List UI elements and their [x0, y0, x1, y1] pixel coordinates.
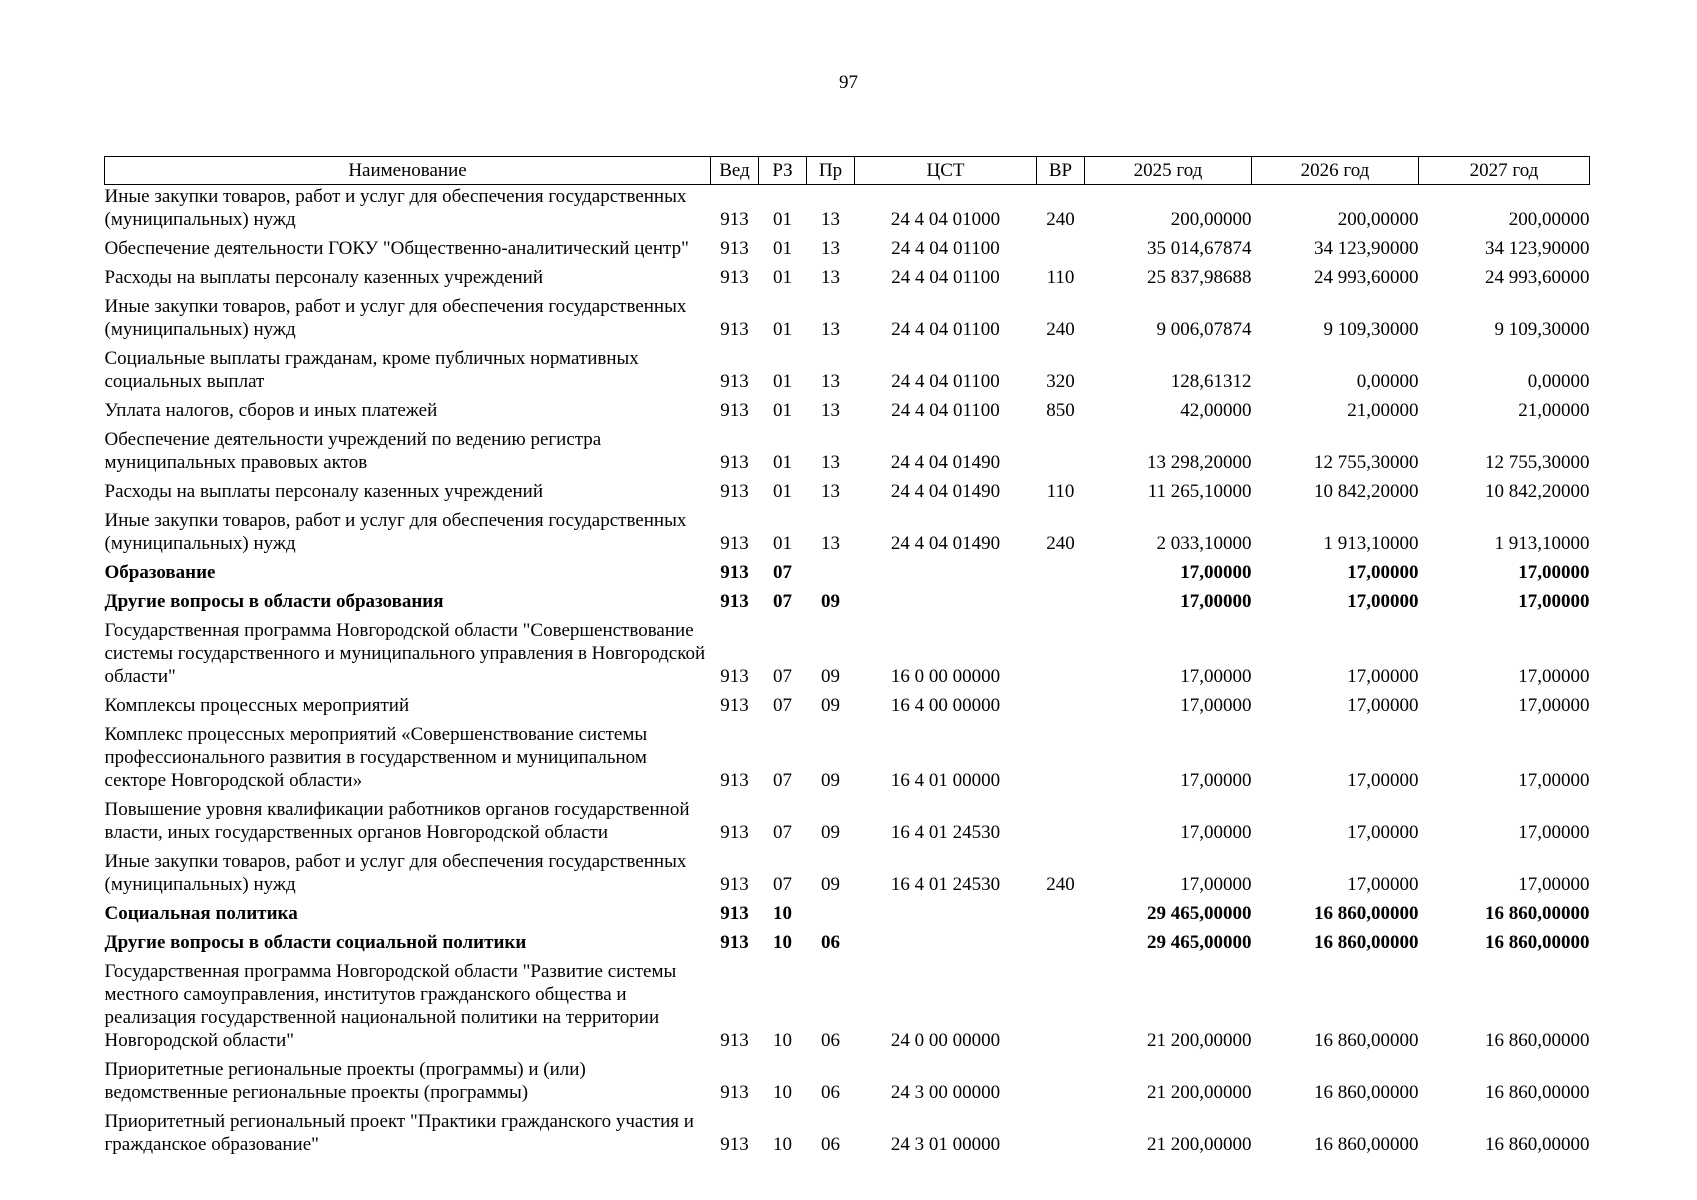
cell-y2027: 17,00000 — [1518, 562, 1590, 583]
cell-rz: 10 — [773, 1082, 792, 1103]
cell-vr — [1037, 896, 1085, 925]
cell-ved: 913 — [720, 874, 749, 895]
cell-rz: 07 — [773, 874, 792, 895]
cell-rz: 10 — [773, 903, 792, 924]
table-row — [105, 289, 1590, 341]
cell-rz: 07 — [773, 591, 792, 612]
cell-y2026: 17,00000 — [1347, 770, 1419, 791]
cell-pr: 13 — [821, 400, 840, 421]
cell-rz: 07 — [773, 695, 792, 716]
cell-name: Государственная программа Новгородской области "Развитие системы местного самоуправления, институтов гражданского общества и реализация государственной национальной политики на территории Новгородской области" — [104, 961, 677, 1051]
header-rz: РЗ — [759, 157, 807, 185]
cell-ved: 913 — [720, 903, 749, 924]
budget-table — [104, 156, 1590, 1156]
cell-y2025: 11 265,10000 — [1147, 481, 1252, 502]
cell-y2026: 17,00000 — [1347, 822, 1419, 843]
table-row — [105, 231, 1590, 260]
cell-rz: 01 — [773, 452, 792, 473]
header-cst: ЦСТ — [855, 157, 1037, 185]
cell-cst: 16 4 01 24530 — [890, 874, 1001, 895]
cell-vr: 240 — [1046, 209, 1075, 230]
cell-name: Иные закупки товаров, работ и услуг для обеспечения государственных (муниципальных) нужд — [104, 851, 687, 895]
cell-y2027: 17,00000 — [1518, 695, 1590, 716]
cell-y2026: 17,00000 — [1347, 874, 1419, 895]
table-row — [105, 896, 1590, 925]
cell-y2026: 9 109,30000 — [1323, 319, 1419, 340]
cell-vr: 110 — [1046, 481, 1075, 502]
cell-y2027: 24 993,60000 — [1485, 267, 1590, 288]
cell-pr: 13 — [821, 371, 840, 392]
cell-pr: 13 — [821, 319, 840, 340]
cell-vr — [1037, 925, 1085, 954]
table-row — [105, 503, 1590, 555]
cell-y2026: 24 993,60000 — [1314, 267, 1419, 288]
cell-pr — [807, 896, 855, 925]
table-row — [105, 1104, 1590, 1156]
cell-name: Государственная программа Новгородской области "Совершенствование системы государственного и муниципального управления в Новгородской области" — [104, 620, 706, 687]
cell-pr: 06 — [821, 1030, 840, 1051]
cell-cst: 16 0 00 00000 — [890, 666, 1001, 687]
cell-y2027: 10 842,20000 — [1485, 481, 1590, 502]
cell-ved: 913 — [720, 371, 749, 392]
cell-y2026: 16 860,00000 — [1314, 1030, 1419, 1051]
table-row — [105, 925, 1590, 954]
cell-y2026: 12 755,30000 — [1314, 452, 1419, 473]
cell-pr: 06 — [821, 932, 840, 953]
cell-y2025: 17,00000 — [1180, 874, 1252, 895]
cell-vr — [1037, 231, 1085, 260]
cell-y2026: 17,00000 — [1347, 562, 1419, 583]
cell-pr: 09 — [821, 591, 840, 612]
cell-ved: 913 — [720, 209, 749, 230]
cell-y2027: 16 860,00000 — [1485, 1134, 1590, 1155]
cell-y2025: 21 200,00000 — [1147, 1030, 1252, 1051]
cell-y2026: 21,00000 — [1347, 400, 1419, 421]
cell-cst: 24 4 04 01100 — [891, 319, 1000, 340]
cell-y2026: 17,00000 — [1347, 591, 1419, 612]
cell-y2026: 16 860,00000 — [1314, 903, 1419, 924]
cell-rz: 01 — [773, 481, 792, 502]
cell-y2025: 17,00000 — [1180, 666, 1252, 687]
cell-rz: 07 — [773, 770, 792, 791]
cell-vr: 240 — [1046, 533, 1075, 554]
cell-name: Иные закупки товаров, работ и услуг для обеспечения государственных (муниципальных) нужд — [104, 510, 687, 554]
cell-name: Иные закупки товаров, работ и услуг для обеспечения государственных (муниципальных) нужд — [104, 296, 687, 340]
cell-ved: 913 — [720, 1082, 749, 1103]
cell-y2027: 9 109,30000 — [1494, 319, 1590, 340]
cell-ved: 913 — [720, 562, 749, 583]
cell-y2027: 21,00000 — [1518, 400, 1590, 421]
table-row — [105, 474, 1590, 503]
cell-y2027: 12 755,30000 — [1485, 452, 1590, 473]
cell-rz: 07 — [773, 562, 792, 583]
cell-cst: 24 4 04 01100 — [891, 400, 1000, 421]
cell-ved: 913 — [720, 591, 749, 612]
cell-rz: 01 — [773, 267, 792, 288]
cell-y2025: 29 465,00000 — [1147, 932, 1252, 953]
cell-name: Уплата налогов, сборов и иных платежей — [104, 400, 438, 421]
cell-pr: 09 — [821, 770, 840, 791]
cell-cst — [855, 584, 1037, 613]
cell-y2026: 16 860,00000 — [1314, 932, 1419, 953]
cell-rz: 07 — [773, 666, 792, 687]
cell-name: Социальная политика — [104, 903, 298, 924]
cell-name: Обеспечение деятельности ГОКУ "Общественно-аналитический центр" — [104, 238, 689, 259]
cell-rz: 01 — [773, 533, 792, 554]
header-name: Наименование — [105, 157, 711, 185]
cell-pr: 13 — [821, 452, 840, 473]
table-row — [105, 954, 1590, 1052]
cell-y2027: 17,00000 — [1518, 666, 1590, 687]
cell-pr: 13 — [821, 209, 840, 230]
cell-rz: 01 — [773, 400, 792, 421]
cell-vr — [1037, 717, 1085, 792]
cell-rz: 10 — [773, 932, 792, 953]
cell-ved: 913 — [720, 533, 749, 554]
cell-name: Повышение уровня квалификации работников органов государственной власти, иных государственных органов Новгородской области — [104, 799, 690, 843]
cell-rz: 01 — [773, 209, 792, 230]
cell-vr — [1037, 422, 1085, 474]
cell-name: Иные закупки товаров, работ и услуг для обеспечения государственных (муниципальных) нужд — [104, 186, 687, 230]
table-row — [105, 717, 1590, 792]
cell-vr — [1037, 584, 1085, 613]
cell-y2025: 128,61312 — [1170, 371, 1252, 392]
cell-y2025: 13 298,20000 — [1147, 452, 1252, 473]
cell-ved: 913 — [720, 932, 749, 953]
cell-pr: 09 — [821, 666, 840, 687]
cell-y2025: 200,00000 — [1170, 209, 1252, 230]
cell-cst: 24 4 04 01490 — [890, 481, 1001, 502]
cell-cst: 24 4 04 01490 — [890, 452, 1001, 473]
cell-y2027: 16 860,00000 — [1485, 1030, 1590, 1051]
cell-rz: 10 — [773, 1134, 792, 1155]
cell-y2026: 17,00000 — [1347, 666, 1419, 687]
cell-ved: 913 — [720, 666, 749, 687]
cell-cst: 24 3 00 00000 — [890, 1082, 1001, 1103]
cell-y2025: 17,00000 — [1180, 822, 1252, 843]
cell-y2026: 34 123,90000 — [1314, 238, 1419, 259]
cell-vr — [1037, 954, 1085, 1052]
cell-y2026: 17,00000 — [1347, 695, 1419, 716]
cell-y2025: 9 006,07874 — [1156, 319, 1252, 340]
cell-cst — [855, 925, 1037, 954]
cell-cst: 24 4 04 01000 — [890, 209, 1001, 230]
table-row — [105, 260, 1590, 289]
cell-y2026: 16 860,00000 — [1314, 1082, 1419, 1103]
cell-cst: 24 4 04 01490 — [890, 533, 1001, 554]
cell-y2027: 1 913,10000 — [1494, 533, 1590, 554]
cell-pr: 13 — [821, 267, 840, 288]
cell-pr: 09 — [821, 822, 840, 843]
cell-pr: 13 — [821, 238, 840, 259]
cell-ved: 913 — [720, 481, 749, 502]
cell-vr: 110 — [1046, 267, 1075, 288]
cell-pr: 13 — [821, 533, 840, 554]
cell-y2027: 34 123,90000 — [1485, 238, 1590, 259]
cell-y2025: 17,00000 — [1180, 591, 1252, 612]
cell-y2025: 29 465,00000 — [1147, 903, 1252, 924]
cell-cst: 16 4 00 00000 — [890, 695, 1001, 716]
cell-pr: 09 — [821, 695, 840, 716]
table-row — [105, 393, 1590, 422]
table-row — [105, 688, 1590, 717]
cell-y2026: 200,00000 — [1337, 209, 1419, 230]
table-row — [105, 422, 1590, 474]
table-row — [105, 613, 1590, 688]
cell-vr: 240 — [1046, 874, 1075, 895]
cell-ved: 913 — [720, 1030, 749, 1051]
cell-name: Комплексы процессных мероприятий — [104, 695, 410, 716]
cell-pr: 06 — [821, 1134, 840, 1155]
cell-rz: 01 — [773, 319, 792, 340]
cell-vr: 850 — [1046, 400, 1075, 421]
cell-pr: 09 — [821, 874, 840, 895]
cell-rz: 10 — [773, 1030, 792, 1051]
cell-y2025: 35 014,67874 — [1147, 238, 1252, 259]
cell-ved: 913 — [720, 1134, 749, 1155]
cell-name: Другие вопросы в области образования — [104, 591, 444, 612]
cell-name: Образование — [104, 562, 216, 583]
cell-ved: 913 — [720, 695, 749, 716]
cell-cst — [855, 896, 1037, 925]
cell-name: Обеспечение деятельности учреждений по ведению регистра муниципальных правовых актов — [104, 429, 602, 473]
cell-y2027: 17,00000 — [1518, 874, 1590, 895]
cell-y2027: 17,00000 — [1518, 591, 1590, 612]
cell-cst: 24 4 04 01100 — [891, 371, 1000, 392]
cell-ved: 913 — [720, 267, 749, 288]
cell-ved: 913 — [720, 400, 749, 421]
cell-y2027: 16 860,00000 — [1485, 1082, 1590, 1103]
header-2027: 2027 год — [1419, 157, 1590, 185]
cell-vr — [1037, 792, 1085, 844]
table-row — [105, 584, 1590, 613]
cell-vr: 320 — [1046, 371, 1075, 392]
cell-y2025: 21 200,00000 — [1147, 1134, 1252, 1155]
cell-ved: 913 — [720, 822, 749, 843]
cell-y2027: 17,00000 — [1518, 822, 1590, 843]
header-2025: 2025 год — [1085, 157, 1252, 185]
cell-y2025: 17,00000 — [1180, 770, 1252, 791]
cell-y2025: 25 837,98688 — [1147, 267, 1252, 288]
cell-rz: 01 — [773, 371, 792, 392]
cell-name: Расходы на выплаты персоналу казенных учреждений — [104, 267, 544, 288]
cell-y2025: 17,00000 — [1180, 695, 1252, 716]
header-2026: 2026 год — [1252, 157, 1419, 185]
cell-y2027: 0,00000 — [1527, 371, 1590, 392]
cell-cst: 24 4 04 01100 — [891, 267, 1000, 288]
cell-name: Социальные выплаты гражданам, кроме публичных нормативных социальных выплат — [104, 348, 639, 392]
cell-vr — [1037, 688, 1085, 717]
cell-cst: 24 3 01 00000 — [890, 1134, 1001, 1155]
table-row — [105, 185, 1590, 232]
cell-rz: 07 — [773, 822, 792, 843]
cell-name: Другие вопросы в области социальной политики — [104, 932, 527, 953]
table-row — [105, 341, 1590, 393]
cell-name: Приоритетный региональный проект "Практики гражданского участия и гражданское образование" — [104, 1111, 694, 1155]
table-row — [105, 555, 1590, 584]
cell-y2027: 16 860,00000 — [1485, 903, 1590, 924]
cell-y2027: 17,00000 — [1518, 770, 1590, 791]
cell-y2026: 16 860,00000 — [1314, 1134, 1419, 1155]
cell-ved: 913 — [720, 770, 749, 791]
cell-pr: 13 — [821, 481, 840, 502]
cell-cst: 24 4 04 01100 — [891, 238, 1000, 259]
cell-pr: 06 — [821, 1082, 840, 1103]
cell-name: Приоритетные региональные проекты (программы) и (или) ведомственные региональные проекты (программы) — [104, 1059, 586, 1103]
header-pr: Пр — [807, 157, 855, 185]
cell-ved: 913 — [720, 452, 749, 473]
cell-y2027: 16 860,00000 — [1485, 932, 1590, 953]
cell-cst: 16 4 01 00000 — [890, 770, 1001, 791]
cell-cst — [855, 555, 1037, 584]
cell-y2025: 17,00000 — [1180, 562, 1252, 583]
table-row — [105, 1052, 1590, 1104]
header-vr: ВР — [1037, 157, 1085, 185]
cell-vr — [1037, 613, 1085, 688]
cell-name: Комплекс процессных мероприятий «Совершенствование системы профессионального развития в государственном и муниципальном секторе Новгородской области» — [104, 724, 648, 791]
cell-cst: 16 4 01 24530 — [890, 822, 1001, 843]
table-header-row — [105, 157, 1590, 185]
cell-rz: 01 — [773, 238, 792, 259]
page-number: 97 — [839, 72, 858, 93]
cell-vr — [1037, 1052, 1085, 1104]
cell-vr: 240 — [1046, 319, 1075, 340]
cell-name: Расходы на выплаты персоналу казенных учреждений — [104, 481, 544, 502]
cell-ved: 913 — [720, 238, 749, 259]
cell-y2027: 200,00000 — [1508, 209, 1590, 230]
table-row — [105, 844, 1590, 896]
cell-ved: 913 — [720, 319, 749, 340]
cell-y2026: 0,00000 — [1356, 371, 1419, 392]
cell-cst: 24 0 00 00000 — [890, 1030, 1001, 1051]
cell-y2025: 2 033,10000 — [1156, 533, 1252, 554]
cell-y2026: 1 913,10000 — [1323, 533, 1419, 554]
cell-y2025: 42,00000 — [1180, 400, 1252, 421]
cell-vr — [1037, 555, 1085, 584]
cell-y2026: 10 842,20000 — [1314, 481, 1419, 502]
table-row — [105, 792, 1590, 844]
cell-pr — [807, 555, 855, 584]
header-ved: Вед — [711, 157, 759, 185]
cell-y2025: 21 200,00000 — [1147, 1082, 1252, 1103]
cell-vr — [1037, 1104, 1085, 1156]
